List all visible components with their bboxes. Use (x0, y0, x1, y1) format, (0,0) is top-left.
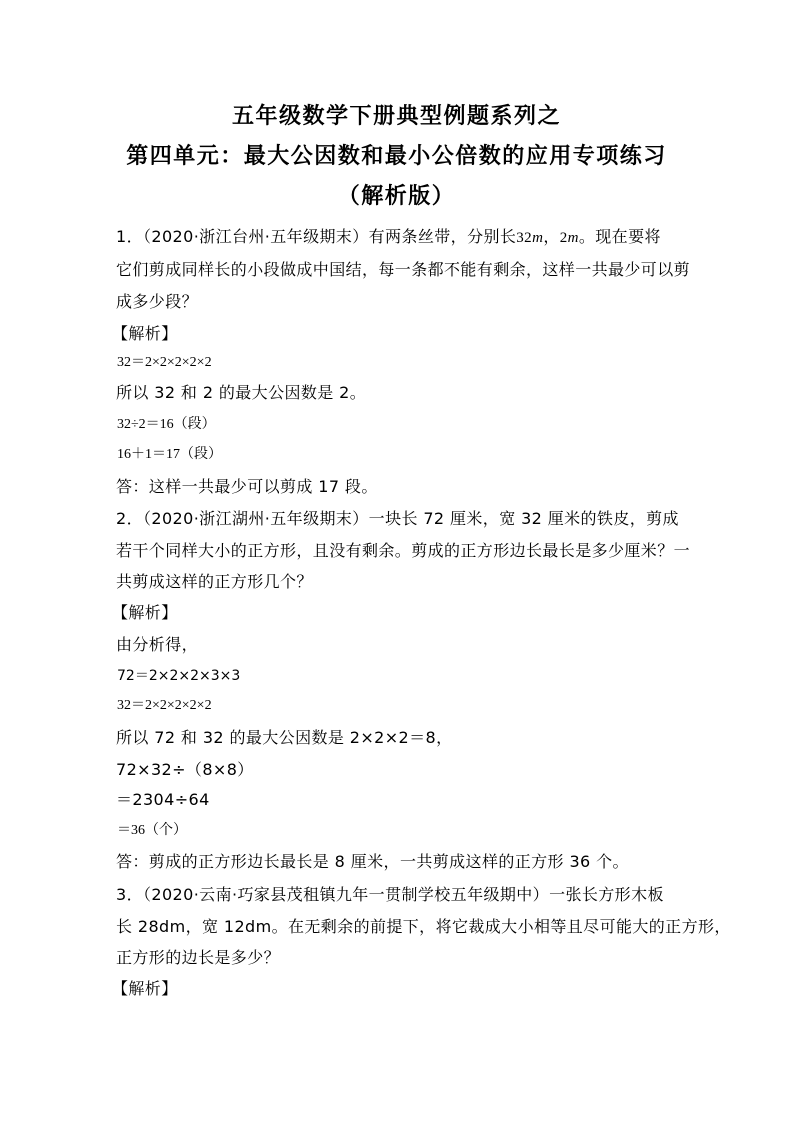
q1-step-addition: 16＋1＝17（段） (117, 447, 222, 462)
q1-analysis-label: 【解析】 (112, 324, 178, 343)
q1-text-post: 。现在要将 (578, 227, 661, 246)
q2-text-line-2: 若干个同样大小的正方形，且没有剩余。剪成的正方形边长最长是多少厘米？一 (116, 541, 691, 560)
q1-sep: ， (543, 227, 560, 246)
q1-step-factorization: 32＝2×2×2×2×2 (117, 355, 212, 370)
q2-step-expression: 72×32÷（8×8） (116, 760, 254, 779)
q2-step-intro: 由分析得， (116, 635, 199, 654)
q1-length-1-value: 32 (516, 230, 533, 246)
q1-text-line-1 (116, 227, 686, 248)
q1-length-2 (560, 230, 579, 246)
q1-length-2-value: 2 (559, 230, 568, 246)
q2-step-calc: ＝2304÷64 (116, 790, 210, 809)
q3-text-line-3: 正方形的边长是多少？ (116, 948, 281, 967)
q2-step-gcd: 所以 72 和 32 的最大公因数是 2×2×2＝8， (116, 728, 453, 747)
q2-step-factorization-32: 32＝2×2×2×2×2 (117, 698, 212, 713)
q3-text-line-1: 3．（2020·云南·巧家县茂租镇九年一贯制学校五年级期中）一张长方形木板 (116, 885, 664, 904)
q1-length-1 (516, 230, 543, 246)
q1-length-2-unit: m (567, 230, 579, 246)
document-title-series: 五年级数学下册典型例题系列之 (231, 104, 561, 129)
document-title-edition: （解析版） (337, 184, 456, 209)
document-title-unit: 第四单元：最大公因数和最小公倍数的应用专项练习 (126, 144, 667, 169)
q3-analysis-label: 【解析】 (112, 979, 178, 998)
q1-step-gcd: 所以 32 和 2 的最大公因数是 2。 (116, 383, 367, 402)
q1-text: 1．（2020·浙江台州·五年级期末）有两条丝带，分别长 (116, 227, 517, 246)
q1-length-1-unit: m (532, 230, 544, 246)
q2-analysis-label: 【解析】 (112, 603, 178, 622)
q1-step-division: 32÷2＝16（段） (117, 417, 216, 432)
q2-answer: 答：剪成的正方形边长最长是 8 厘米，一共剪成这样的正方形 36 个。 (116, 852, 629, 871)
q1-text-line-2: 它们剪成同样长的小段做成中国结，每一条都不能有剩余，这样一共最少可以剪 (116, 260, 691, 279)
q2-text-line-3: 共剪成这样的正方形几个？ (116, 572, 313, 591)
q2-text-line-1: 2．（2020·浙江湖州·五年级期末）一块长 72 厘米，宽 32 厘米的铁皮，剪成 (116, 509, 679, 528)
q2-step-factorization-72: 72＝2×2×2×3×3 (117, 668, 241, 684)
q1-answer: 答：这样一共最少可以剪成 17 段。 (116, 477, 378, 496)
q1-text-line-3: 成多少段？ (116, 292, 199, 311)
q3-text-line-2: 长 28dm，宽 12dm。在无剩余的前提下，将它裁成大小相等且尽可能大的正方形， (116, 917, 731, 936)
q2-step-result: ＝36（个） (117, 823, 187, 838)
